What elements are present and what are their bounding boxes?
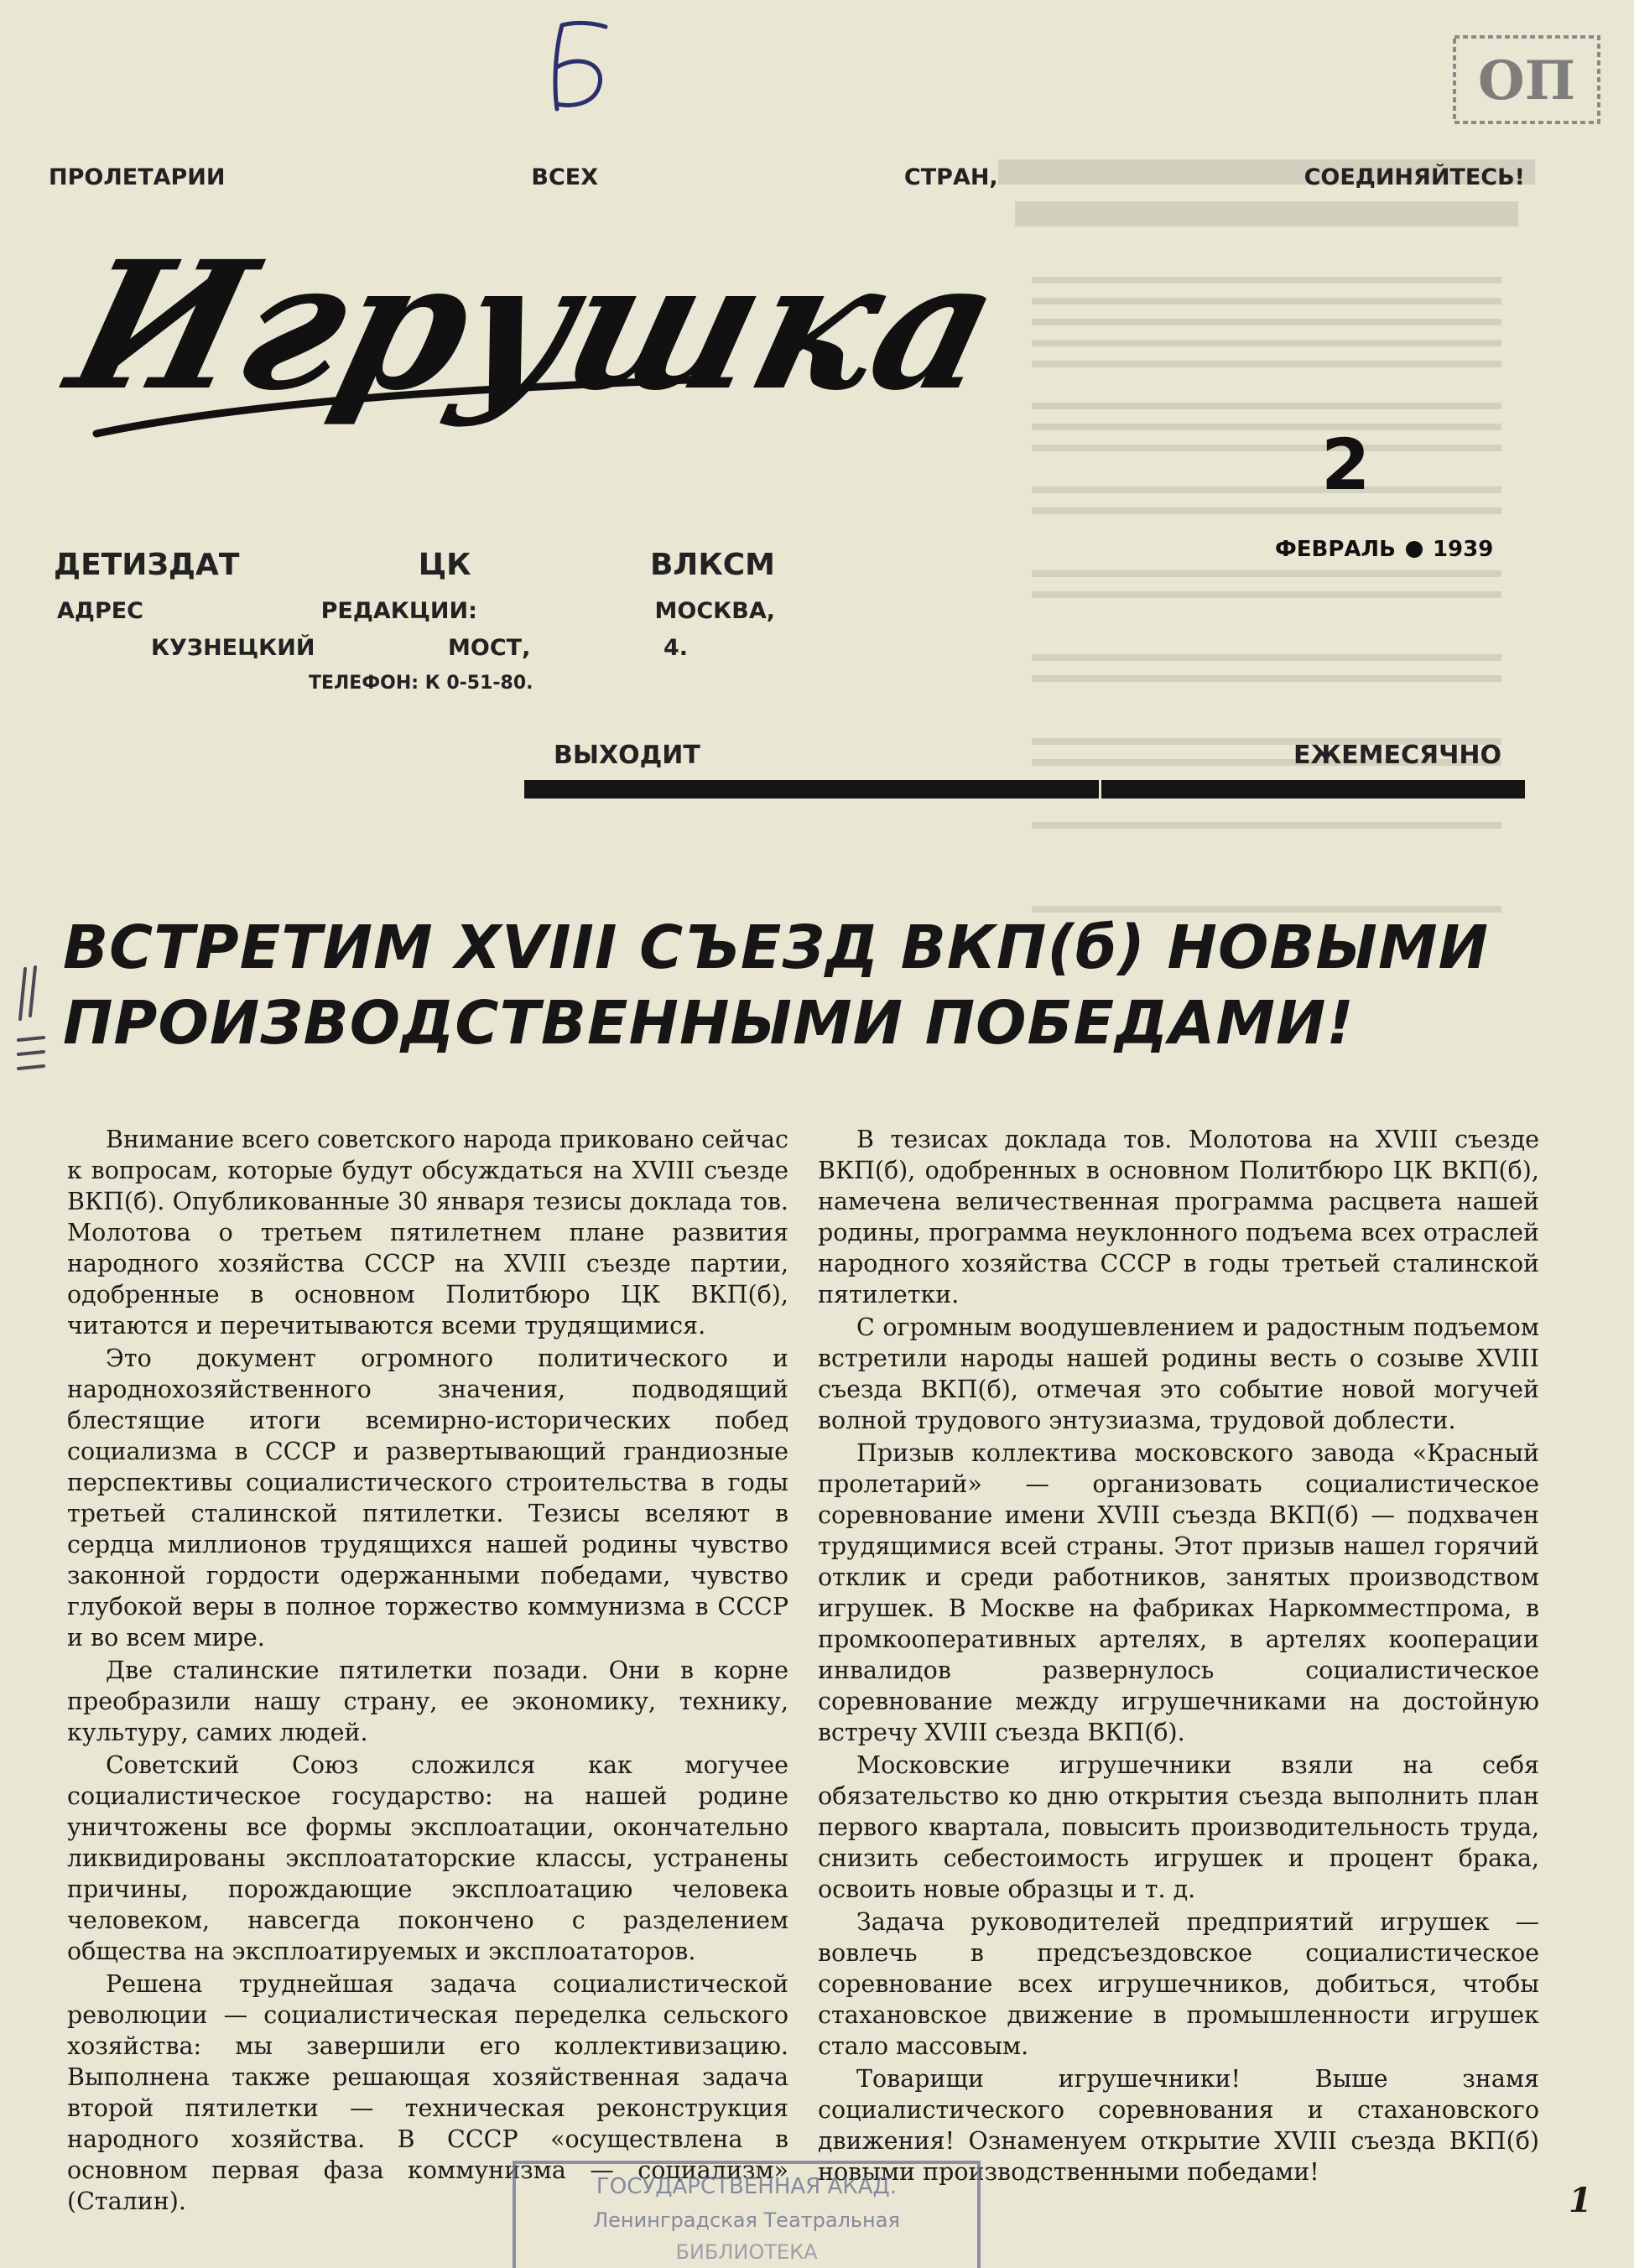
issue-month: ФЕВРАЛЬ (1275, 537, 1396, 562)
publisher-word: ДЕТИЗДАТ (54, 548, 240, 582)
article-right-column (818, 1124, 1539, 2189)
motto-word: ПРОЛЕТАРИИ (49, 164, 226, 190)
address-word: АДРЕС (57, 598, 143, 624)
paragraph: Товарищи игрушечники! Выше знамя социалистического соревнования и стахановского движения! Ознаменуем открытие XVIII съезда ВКП(б) новыми производственными победами! (818, 2065, 1539, 2186)
corner-stamp (1451, 34, 1602, 126)
motto-word: СОЕДИНЯЙТЕСЬ! (1304, 164, 1525, 190)
address-word: КУЗНЕЦКИЙ (151, 635, 315, 661)
paragraph: Призыв коллектива московского завода «Красный пролетарий» — организовать социалистическое соревнование имени XVIII съезда ВКП(б) — подхвачен трудящимися всей страны. Этот призыв нашел горячий отклик и среди работников, занятых производством игрушек. В Москве на фабриках Наркомместпрома, в промкооперативных артелях, в артелях кооперации инвалидов развернулось социалистическое соревнование между игрушечниками на достойную встречу XVIII съезда ВКП(б). (818, 1439, 1539, 1746)
handwritten-mark (537, 17, 621, 117)
masthead-rule-gap (1099, 780, 1101, 798)
paragraph: Советский Союз сложился как могучее социалистическое государство: на нашей родине уничтожены все формы эксплоатации, окончательно ликвидированы эксплоататорские классы, устранены причины, порождающие эксплоатацию человека человеком, навсегда покончено с разделением общества на эксплоатируемых и эксплоататоров. (67, 1751, 788, 1965)
handwritten-b-icon (537, 17, 621, 117)
library-stamp-line: Ленинградская Театральная (593, 2208, 900, 2232)
paragraph: В тезисах доклада тов. Молотова на XVIII съезде ВКП(б), одобренных в основном Политбюро ЦК ВКП(б), намечена величественная программа расцвета нашей родины, программа неуклонного подъема всех отраслей народного хозяйства СССР в годы третьей сталинской пятилетки. (818, 1126, 1539, 1308)
address-word: МОСТ, (448, 635, 531, 661)
library-stamp (512, 2160, 981, 2268)
margin-pencil-mark (10, 960, 52, 1086)
magazine-logo (52, 220, 1018, 471)
publisher-word: ВЛКСМ (649, 548, 775, 582)
paragraph: Задача руководителей предприятий игрушек — вовлечь в предсъездовское социалистическое соревнование всех игрушечников, добиться, чтобы стахановское движение в промышленности игрушек стало массовым. (818, 1908, 1539, 2060)
paragraph: Московские игрушечники взяли на себя обязательство ко дню открытия съезда выполнить план первого квартала, повысить производительность труда, снизить себестоимость игрушек и процент брака, освоить новые образцы и т. д. (818, 1751, 1539, 1903)
motto-word: СТРАН, (903, 164, 998, 190)
headline-line: ВСТРЕТИМ XVIII СЪЕЗД ВКП(б) НОВЫМИ (63, 913, 1490, 982)
paragraph: Это документ огромного политического и народнохозяйственного значения, подводящий блестящие итоги всемирно-исторических побед социализма в СССР и развертывающий грандиозные перспективы социалистического строительства в годы третьей сталинской пятилетки. Тезисы вселяют в сердца миллионов трудящихся нашей родины чувство законной гордости одержанными победами, чувство глубокой веры в полное торжество коммунизма в СССР и во всем мире. (67, 1345, 788, 1652)
motto-word: ВСЕХ (531, 164, 599, 190)
masthead-rule (524, 780, 1525, 798)
issue-date (1275, 537, 1493, 562)
library-stamp-line: ГОСУДАРСТВЕННАЯ АКАД. (596, 2174, 898, 2199)
masthead-motto (49, 164, 1525, 190)
paragraph: Внимание всего советского народа приковано сейчас к вопросам, которые будут обсуждаться на XVIII съезде ВКП(б). Опубликованные 30 января тезисы доклада тов. Молотова о третьем пятилетнем плане развития народного хозяйства СССР на XVIII съезде партии, одобренные в основном Политбюро ЦК ВКП(б), читаются и перечитываются всеми трудящимися. (67, 1126, 788, 1339)
issue-year: 1939 (1432, 537, 1494, 562)
publisher-word: ЦК (418, 548, 471, 582)
frequency-word: ВЫХОДИТ (554, 741, 700, 770)
frequency-word: ЕЖЕМЕСЯЧНО (1293, 741, 1501, 770)
library-stamp-line: БИБЛИОТЕКА (675, 2240, 818, 2264)
paragraph: С огромным воодушевлением и радостным подъемом встретили народы нашей родины весть о созыве XVIII съезда ВКП(б), отмечая это событие новой могучей волной трудового энтузиазма, трудовой доблести. (818, 1313, 1539, 1434)
paragraph: Решена труднейшая задача социалистической революции — социалистическая переделка сельского хозяйства: мы завершили его коллективизацию. Выполнена также решающая хозяйственная задача второй пятилетки — техническая реконструкция народного хозяйства. В СССР «осуществлена в основном первая фаза коммунизма — социализм» (Сталин). (67, 1970, 788, 2215)
address-line-2 (151, 635, 688, 661)
publisher-line (54, 548, 775, 582)
address-word: РЕДАКЦИИ: (320, 598, 477, 624)
headline-line: ПРОИЗВОДСТВЕННЫМИ ПОБЕДАМИ! (63, 988, 1355, 1058)
paragraph: Две сталинские пятилетки позади. Они в корне преобразили нашу страну, ее экономику, технику, культуру, самих людей. (67, 1657, 788, 1746)
phone-line: ТЕЛЕФОН: К 0-51-80. (309, 673, 533, 694)
page-number: 1 (1569, 2181, 1592, 2220)
article-left-column (67, 1124, 788, 2219)
address-line-1 (57, 598, 775, 624)
corner-stamp-text: ОП (1477, 49, 1576, 112)
address-word: МОСКВА, (654, 598, 775, 624)
address-word: 4. (663, 635, 688, 661)
issue-number: 2 (1321, 424, 1371, 506)
logo-text: Игрушка (52, 223, 1018, 430)
frequency-line (554, 741, 1501, 770)
article-headline (63, 910, 1556, 1061)
bullet-dot-icon (1406, 541, 1423, 558)
